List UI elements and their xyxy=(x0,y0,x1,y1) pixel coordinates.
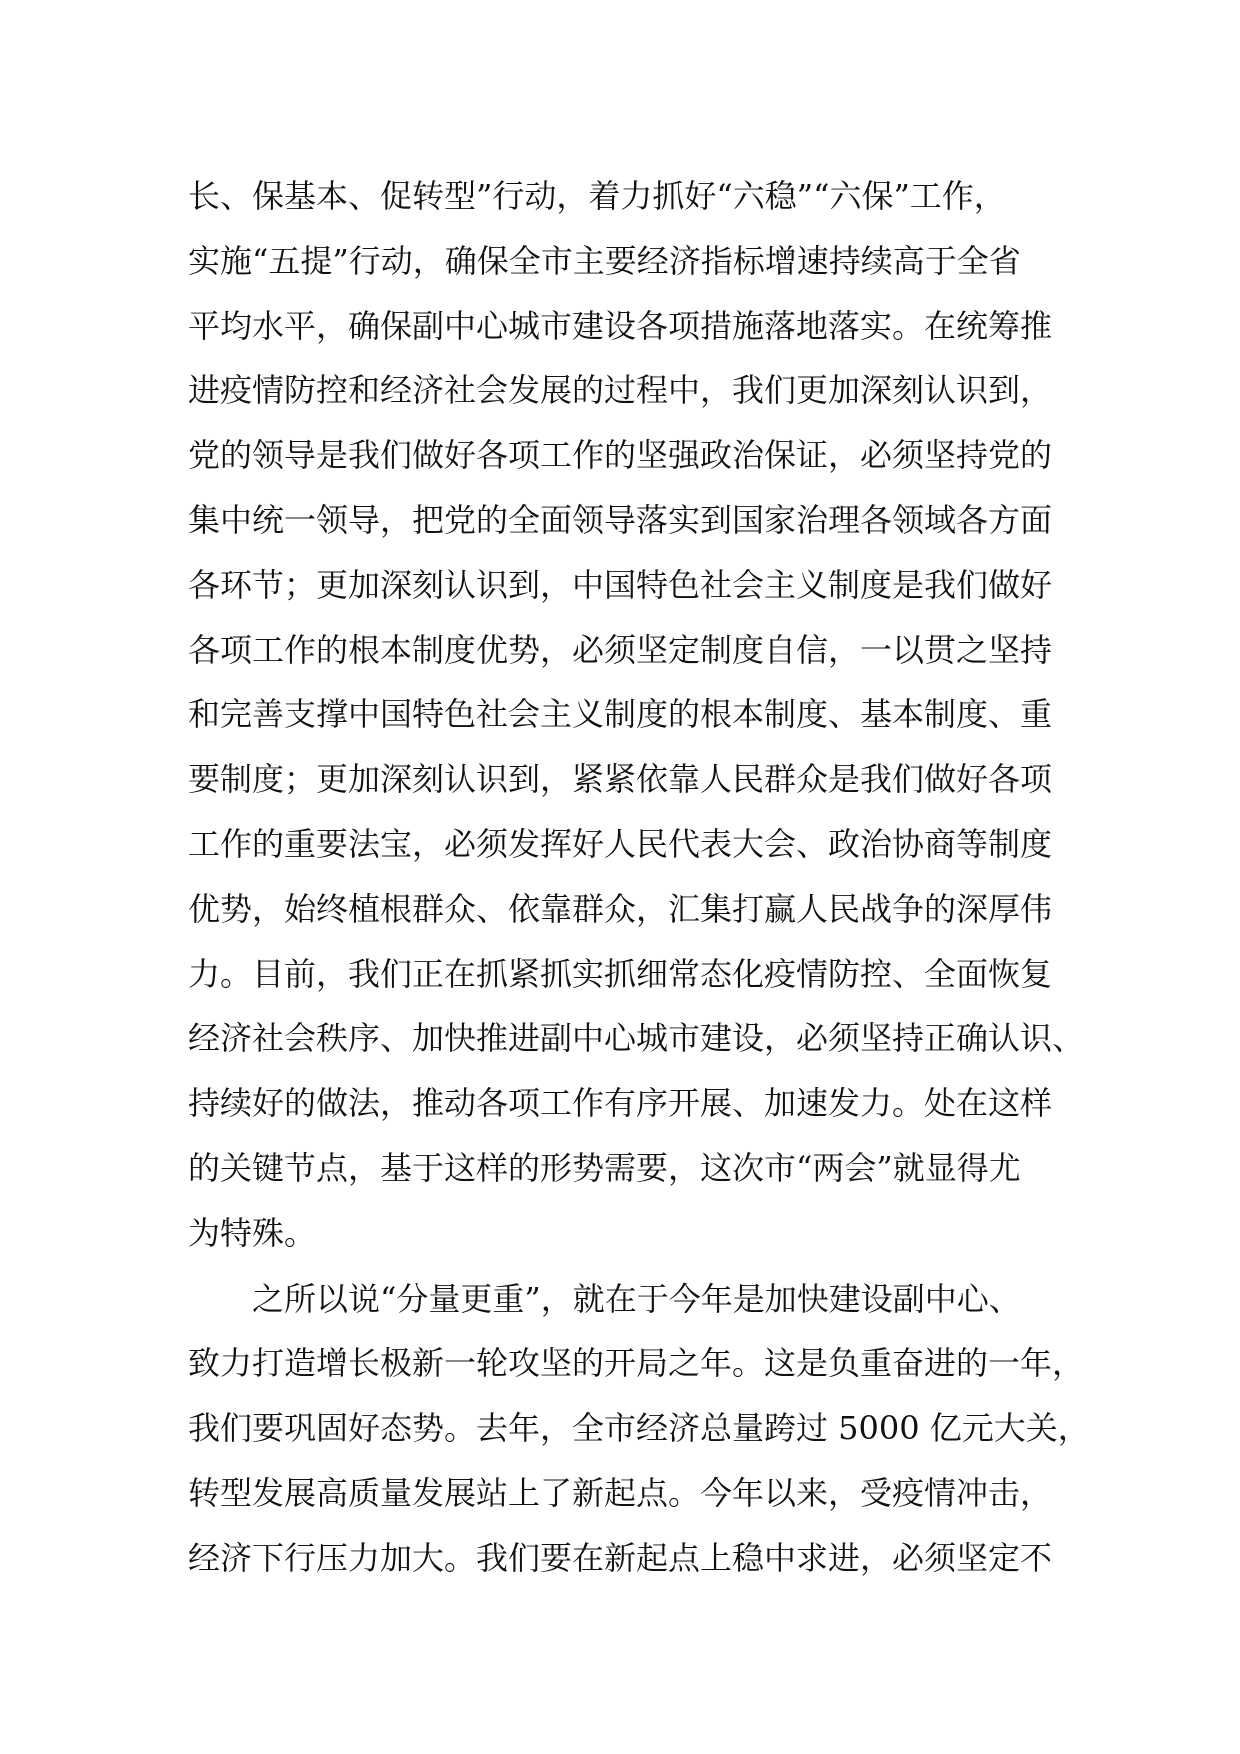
body-text xyxy=(188,164,1088,1591)
text-line: 长、保基本、促转型”行动，着力抓好“六稳”“六保”工作， xyxy=(188,177,1006,215)
text-line: 集中统一领导，把党的全面领导落实到国家治理各领域各方面 xyxy=(188,500,1053,539)
text-line: 各项工作的根本制度优势，必须坚定制度自信，一以贯之坚持 xyxy=(188,630,1053,669)
text-line: 进疫情防控和经济社会发展的过程中，我们更加深刻认识到， xyxy=(188,371,1053,410)
text-line: 致力打造增长极新一轮攻坚的开局之年。这是负重奋进的一年， xyxy=(188,1344,1085,1383)
text-line: 党的领导是我们做好各项工作的坚强政治保证，必须坚持党的 xyxy=(188,436,1053,475)
text-line: 之所以说“分量更重”，就在于今年是加快建设副中心、 xyxy=(252,1279,1021,1318)
text-line: 经济下行压力加大。我们要在新起点上稳中求进，必须坚定不 xyxy=(188,1538,1053,1577)
text-line: 转型发展高质量发展站上了新起点。今年以来，受疫情冲击， xyxy=(188,1473,1053,1512)
text-line: 优势，始终植根群众、依靠群众，汇集打赢人民战争的深厚伟 xyxy=(188,889,1053,928)
paragraph-2 xyxy=(188,1267,1088,1591)
text-line: 要制度；更加深刻认识到，紧紧依靠人民群众是我们做好各项 xyxy=(188,760,1053,799)
text-line: 的关键节点，基于这样的形势需要，这次市“两会”就显得尤 xyxy=(188,1148,1021,1187)
text-line: 工作的重要法宝，必须发挥好人民代表大会、政治协商等制度 xyxy=(188,824,1053,863)
text-line: 为特殊。 xyxy=(188,1213,317,1252)
text-line: 持续好的做法，推动各项工作有序开展、加速发力。处在这样 xyxy=(188,1084,1053,1123)
text-line: 实施“五提”行动，确保全市主要经济指标增速持续高于全省 xyxy=(188,241,1021,280)
paragraph-1 xyxy=(188,164,1088,1266)
text-line: 我们要巩固好态势。去年，全市经济总量跨过 5000 亿元大关， xyxy=(188,1409,1090,1448)
text-line: 和完善支撑中国特色社会主义制度的根本制度、基本制度、重 xyxy=(188,695,1053,734)
text-line: 平均水平，确保副中心城市建设各项措施落地落实。在统筹推 xyxy=(188,306,1053,345)
text-line: 力。目前，我们正在抓紧抓实抓细常态化疫情防控、全面恢复 xyxy=(188,954,1053,993)
text-line: 各环节；更加深刻认识到，中国特色社会主义制度是我们做好 xyxy=(188,565,1053,604)
text-line: 经济社会秩序、加快推进副中心城市建设，必须坚持正确认识、 xyxy=(188,1019,1085,1058)
